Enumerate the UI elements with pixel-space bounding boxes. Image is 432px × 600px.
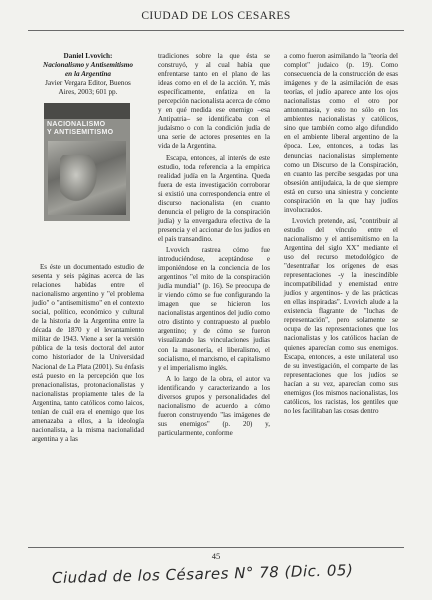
paragraph: Lvovich rastrea cómo fue introduciéndose, aceptándose e imponiéndose en la conciencia de los argentinos "el mito de la conspiración judía mundial" (p. 16). Se preocupa de ir viendo cómo se fue configurando la imagen que se hicieron los nacionalistas argentinos del judío como otro distinto y contrapuesto al pueblo argentino; y de cómo se fueron visualizando las vinculaciones judías con la masonería, el liberalismo, el socialismo, el marxismo, el capitalismo y el imperialismo inglés.	[158, 245, 270, 372]
paragraph: a como fueron asimilando la "teoría del complot" judaico (p. 19). Como consecuencia de la construcción de esas imágenes y de la asimilación de esas teorías, el judío aparece ante los ojos nacionalistas como el otro por antonomasia, y esto no sólo en los ambientes nacionalistas y católicos, sino que también como algo difundido en el ambiente liberal argentino de la época. Lee, entonces, a todas las denuncias nacionalistas simplemente como un Discurso de la Conspiración, en cuanto las percibe sesgadas por una obsesión antijudaica, la de que siempre está en curso una siniestra y conciente conspiración en la que hay judíos involucrados.	[284, 52, 398, 214]
column-2	[158, 52, 270, 440]
column-1	[32, 52, 144, 446]
footer-divider	[28, 547, 404, 548]
book-publisher-line-1: Javier Vergara Editor, Buenos	[45, 79, 131, 87]
column-3	[284, 52, 398, 418]
paragraph: Lvovich pretende, así, "contribuir al estudio del vínculo entre el nacionalismo y el antisemitismo en la Argentina del siglo XX" mediante el uso del recurso metodológico de "desentrañar los orígenes de esas representaciones -y la inescindible incompatibilidad y enemistad entre judíos y argentinos- y de las prácticas en ellas inspiradas". Lvovich alude a la existencia flagrante de "luchas de representación", pero solamente se ocupa de las representaciones que los nacionalistas y los católicos hacían de quienes aparecían como sus enemigos. Escapa, entonces, a este unilateral uso de su investigación, el comparte de las representaciones que los judíos se hacían a su vez, aparecían como sus enemigos (los mismos nacionalistas, los católicos, los racistas, los gentiles que no les facilitaban las cosas dentro	[284, 216, 398, 415]
cover-title-line-2: Y ANTISEMITISMO	[47, 129, 114, 136]
book-author: Daniel Lvovich:	[63, 52, 113, 60]
cover-title-line-1: NACIONALISMO	[47, 121, 106, 128]
cover-photo	[48, 141, 126, 215]
paragraph: Escapa, entonces, al interés de este estudio, toda referencia a la empírica realidad judía en la Argentina. Queda fuera de esta investigación corroborar si existió una correspondencia entre el discurso nacionalista (en cuanto denuncia el peligro de la conspiración judía) y la envergadura efectiva de la presencia y el accionar de los judíos en el país transandino.	[158, 153, 270, 243]
paragraph: tradiciones sobre la que ésta se construyó, y al cual había que enfrentarse tanto en el plano de las ideas como en el de la acción. Y, más específicamente, enfatiza en la percepción nacionalista acerca de cómo y en qué medida ese enemigo –esa Antipatria– se identificaba con el judaísmo o con la condición judía de una serie de actores presentes en la vida de la Argentina.	[158, 52, 270, 151]
book-title-line-2: en la Argentina	[64, 70, 112, 78]
paragraph: Es éste un documentado estudio de sesenta y seis páginas acerca de las relaciones habidas entre el nacionalismo argentino y "el problema judío" o "antisemitismo" en el contexto social, político, económico y cultural de la historia de la Argentina entre la década de 1870 y el levantamiento militar de 1943. Viene a ser la versión pública de la tesis doctoral del autor como historiador de la Universidad Nacional de La Plata (2001). Su énfasis está puesto en la percepción que los prenacionalistas, protonacionalistas y nacionalistas propiamente tales de la Argentina, tanto católicos como laicos, tenían de cuál era el enemigo que los amenazaba a ellos, a la ideología nacionalista, a la misma nacionalidad argentina y a las	[32, 263, 144, 443]
paragraph: A lo largo de la obra, el autor va identificando y caracterizando a los diversos grupos y personalidades del nacionalismo de acuerdo a cómo fueron construyendo "las imágenes de sus enemigos" (p. 20) y, particularmente, conforme	[158, 374, 270, 437]
book-title-line-1: Nacionalismo y Antisemitismo	[43, 61, 133, 69]
book-reference	[32, 52, 144, 97]
page-number: 45	[211, 551, 221, 561]
handwritten-note: Ciudad de los Césares N° 78 (Dic. 05)	[51, 561, 354, 587]
book-cover-image	[44, 103, 130, 221]
running-header: CIUDAD DE LOS CESARES	[141, 10, 291, 22]
article-body	[32, 52, 402, 542]
book-publisher-line-2: Aires, 2003; 601 pp.	[58, 88, 118, 96]
header-divider	[28, 30, 404, 31]
